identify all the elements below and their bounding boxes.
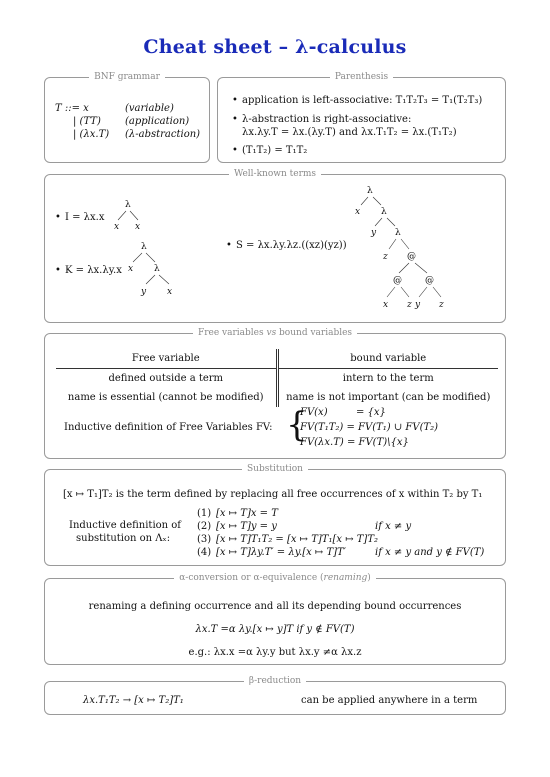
beta-reduction-heading: β-reduction <box>244 676 306 686</box>
bnf-rule-variable: T ::= x <box>55 103 89 114</box>
free-variables-heading: Free variables vs bound variables <box>193 328 357 338</box>
parenthesis-item-outer: • (T₁T₂) = T₁T₂ <box>242 144 307 157</box>
beta-rule: λx.T₁T₂ → [x ↦ T₂]T₁ <box>83 695 184 706</box>
svg-text:y: y <box>371 228 377 238</box>
substitution-rule-1-num: (1) <box>197 508 212 519</box>
parenthesis-item-left-assoc: • application is left-associative: T₁T₂T₃ = T₁(T₂T₃) <box>242 94 482 107</box>
parenthesis-item-right-assoc: • λ-abstraction is right-associative: <box>242 113 411 126</box>
term-I-definition: • I = λx.x <box>65 211 104 224</box>
alpha-conversion-box <box>44 573 506 665</box>
bound-variable-header: bound variable <box>350 353 427 364</box>
parenthesis-item-right-assoc-example: λx.λy.T = λx.(λy.T) and λx.T₁T₂ = λx.(T₁T₂) <box>242 127 457 138</box>
alpha-rule: λx.T =α λy.[x ↦ y]T if y ∉ FV(T) <box>195 624 355 635</box>
term-K-tree <box>103 239 203 301</box>
term-S-definition: • S = λx.λy.λz.((xz)(yz)) <box>236 239 347 252</box>
svg-text:x: x <box>383 300 389 310</box>
term-I-tree <box>105 197 155 235</box>
fv-brace: { <box>286 405 308 445</box>
svg-text:@: @ <box>407 252 416 262</box>
page-title: Cheat sheet – λ-calculus <box>143 36 407 58</box>
svg-text:z: z <box>439 300 444 310</box>
bnf-note-application: (application) <box>125 116 190 127</box>
svg-text:z: z <box>383 252 388 262</box>
term-S-tree <box>351 183 501 313</box>
substitution-rule-2-cond: if x ≠ y <box>375 521 412 532</box>
bnf-note-variable: (variable) <box>125 103 174 114</box>
svg-text:x: x <box>355 207 361 217</box>
bound-variable-row1: intern to the term <box>342 373 434 384</box>
bound-variable-row2: name is not important (can be modified) <box>286 392 491 403</box>
substitution-heading: Substitution <box>242 464 308 474</box>
substitution-box <box>44 464 506 566</box>
substitution-rule-2-num: (2) <box>197 521 212 532</box>
alpha-example: e.g.: λx.x =α λy.y but λx.y ≠α λx.z <box>188 647 362 658</box>
beta-note: can be applied anywhere in a term <box>301 695 478 706</box>
substitution-rule-3-num: (3) <box>197 534 212 545</box>
svg-text:λ: λ <box>395 228 401 238</box>
svg-text:λ: λ <box>125 200 131 210</box>
svg-text:@: @ <box>393 276 402 286</box>
fv-eq3: FV(λx.T) = FV(T)\{x} <box>300 437 409 448</box>
svg-text:λ: λ <box>367 186 373 196</box>
parenthesis-box <box>217 72 506 163</box>
free-variable-row2: name is essential (cannot be modified) <box>56 388 277 407</box>
substitution-rule-2: [x ↦ T]y = y <box>216 521 277 532</box>
bnf-note-abstraction: (λ-abstraction) <box>125 129 201 140</box>
bnf-grammar-box <box>44 72 210 163</box>
term-K-definition: • K = λx.λy.x <box>65 264 122 277</box>
substitution-intro: [x ↦ T₁]T₂ is the term defined by replacing all free occurrences of x within T₂ by T₁ <box>63 489 483 500</box>
svg-text:λ: λ <box>141 242 147 252</box>
substitution-label-1: Inductive definition of <box>69 520 182 531</box>
parenthesis-heading: Parenthesis <box>330 72 393 82</box>
bnf-rule-application: | (TT) <box>73 116 101 127</box>
alpha-description: renaming a defining occurrence and all its depending bound occurrences <box>88 601 462 612</box>
substitution-rule-1: [x ↦ T]x = T <box>216 508 278 519</box>
svg-text:λ: λ <box>154 264 160 274</box>
fv-eq2: FV(T₁T₂) = FV(T₁) ∪ FV(T₂) <box>300 422 439 433</box>
substitution-rule-4-num: (4) <box>197 547 212 558</box>
substitution-label-2: substitution on Λₓ: <box>76 533 171 544</box>
svg-text:y: y <box>415 300 421 310</box>
substitution-rule-3: [x ↦ T]T₁T₂ = [x ↦ T]T₁[x ↦ T]T₂ <box>216 534 378 545</box>
well-known-terms-heading: Well-known terms <box>229 169 321 179</box>
svg-text:x: x <box>135 222 141 232</box>
svg-text:x: x <box>128 264 134 274</box>
svg-text:x: x <box>114 222 120 232</box>
well-known-terms-box <box>44 169 506 323</box>
svg-text:z: z <box>407 300 412 310</box>
beta-reduction-box <box>44 676 506 715</box>
bnf-rule-abstraction: | (λx.T) <box>73 129 110 140</box>
fv-inductive-label: Inductive definition of Free Variables FV: <box>64 422 273 433</box>
svg-text:x: x <box>167 287 173 297</box>
svg-text:y: y <box>141 287 147 297</box>
svg-text:@: @ <box>425 276 434 286</box>
alpha-conversion-heading: α-conversion or α-equivalence (renaming) <box>174 573 376 583</box>
svg-text:λ: λ <box>381 207 387 217</box>
free-variable-header: Free variable <box>56 349 277 369</box>
substitution-rule-4: [x ↦ T]λy.T′ = λy.[x ↦ T]T′ <box>216 547 346 558</box>
substitution-rule-4-cond: if x ≠ y and y ∉ FV(T) <box>375 547 485 558</box>
fv-eq1-right: = {x} <box>356 407 386 418</box>
bnf-grammar-heading: BNF grammar <box>89 72 165 82</box>
free-variable-row1: defined outside a term <box>56 369 277 389</box>
fv-eq1-left: FV(x) <box>300 407 328 418</box>
free-bound-table <box>56 349 498 407</box>
